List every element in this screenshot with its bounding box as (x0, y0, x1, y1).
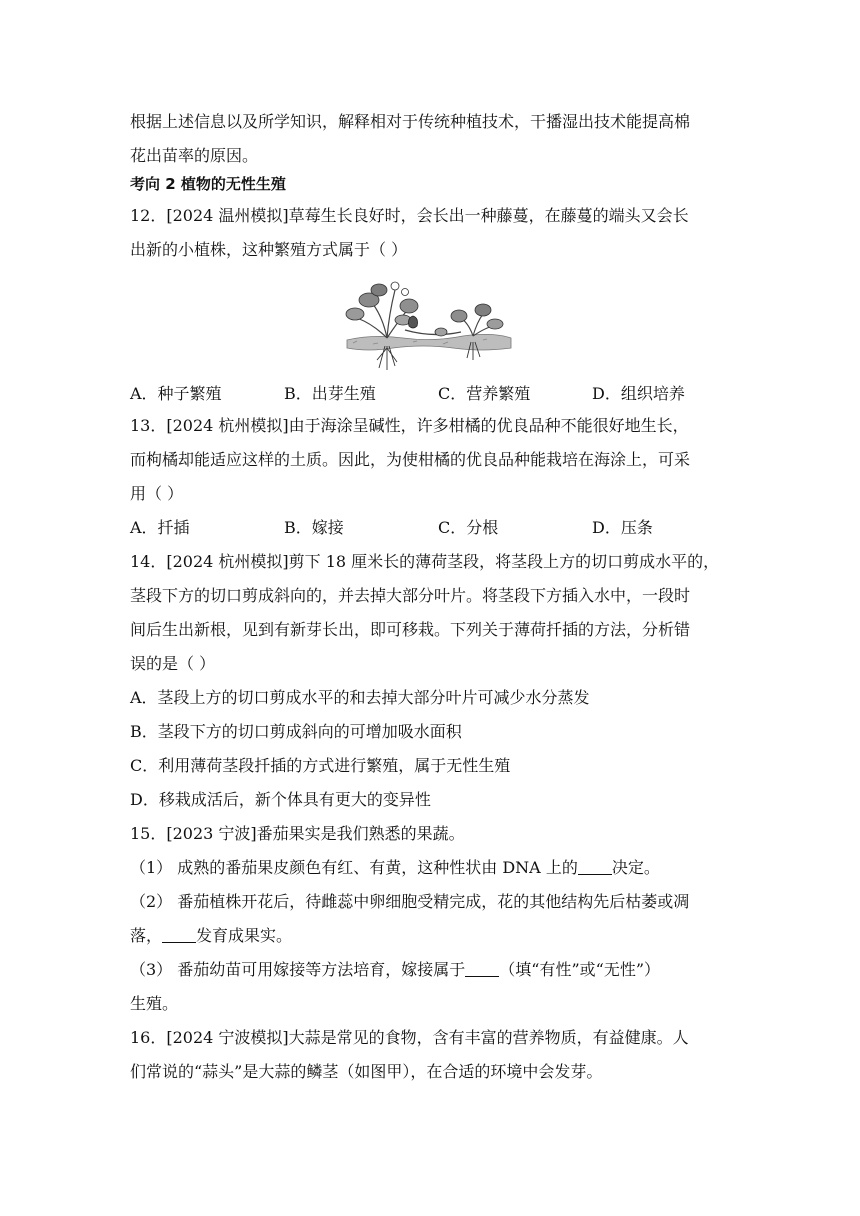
q15-part-3-line-2: 生殖。 (130, 994, 179, 1013)
q15-stem: 15．[2023 宁波]番茄果实是我们熟悉的果蔬。 (130, 824, 465, 843)
q14-option-a: A．茎段上方的切口剪成水平的和去掉大部分叶片可减少水分蒸发 (130, 688, 590, 707)
q14-stem-line-3: 间后生出新根，见到有新芽长出，即可移栽。下列关于薄荷扦插的方法，分析错 (130, 620, 691, 639)
q15-part-1 (130, 858, 660, 878)
q13-option-b: B．嫁接 (284, 518, 344, 537)
q12-option-d: D．组织培养 (592, 384, 685, 403)
q12-stem-line-1: 12．[2024 温州模拟]草莓生长良好时，会长出一种藤蔓，在藤蔓的端头又会长 (130, 206, 689, 225)
q12-option-a: A．种子繁殖 (130, 384, 222, 403)
q13-option-d: D．压条 (592, 518, 653, 537)
q14-stem-line-1: 14．[2024 杭州模拟]剪下 18 厘米长的薄荷茎段，将茎段上方的切口剪成水平的， (130, 552, 720, 571)
q16-stem-line-1: 16．[2024 宁波模拟]大蒜是常见的食物，含有丰富的营养物质，有益健康。人 (130, 1028, 689, 1047)
q15-part-2-tail: 发育成果实。 (196, 926, 293, 945)
q15-part-1-text: （1） 成熟的番茄果皮颜色有红、有黄，这种性状由 DNA 上的 (130, 858, 578, 877)
q14-option-b: B．茎段下方的切口剪成斜向的可增加吸水面积 (130, 722, 462, 741)
q14-option-d: D．移栽成活后，新个体具有更大的变异性 (130, 790, 431, 809)
q13-stem-line-1: 13．[2024 杭州模拟]由于海涂呈碱性，许多柑橘的优良品种不能很好地生长， (130, 416, 689, 435)
q15-part-3-text: （3） 番茄幼苗可用嫁接等方法培育，嫁接属于 (130, 960, 466, 979)
q12-option-b: B．出芽生殖 (284, 384, 376, 403)
q15-part-2-line-1: （2） 番茄植株开花后，待雌蕊中卵细胞受精完成，花的其他结构先后枯萎或凋 (130, 892, 690, 911)
strawberry-runner-illustration (343, 268, 515, 374)
q12-stem-line-2: 出新的小植株，这种繁殖方式属于（ ） (130, 240, 408, 259)
q13-option-a: A．扦插 (130, 518, 190, 537)
q13-stem-line-2: 而枸橘却能适应这样的土质。因此，为使柑橘的优良品种能栽培在海涂上，可采 (130, 450, 691, 469)
q15-part-3-line-1 (130, 960, 660, 980)
q15-part-1-tail: 决定。 (611, 858, 660, 877)
answer-blank[interactable] (465, 962, 499, 977)
q16-stem-line-2: 们常说的“蒜头”是大蒜的鳞茎（如图甲），在合适的环境中会发芽。 (130, 1062, 603, 1081)
q12-option-c: C．营养繁殖 (438, 384, 531, 403)
q13-stem-line-3: 用（ ） (130, 484, 184, 503)
answer-blank[interactable] (578, 860, 612, 875)
intro-text-line-2: 花出苗率的原因。 (130, 146, 259, 165)
section-heading: 考向 2 植物的无性生殖 (130, 175, 286, 193)
q15-part-2-line-2 (130, 926, 292, 946)
q13-option-c: C．分根 (438, 518, 499, 537)
q14-option-c: C．利用薄荷茎段扦插的方式进行繁殖，属于无性生殖 (130, 756, 511, 775)
intro-text-line-1: 根据上述信息以及所学知识，解释相对于传统种植技术，干播湿出技术能提高棉 (130, 112, 691, 131)
q15-part-2-head: 落， (130, 926, 163, 945)
q14-stem-line-2: 茎段下方的切口剪成斜向的，并去掉大部分叶片。将茎段下方插入水中，一段时 (130, 586, 691, 605)
q14-stem-line-4: 误的是（ ） (130, 654, 216, 673)
answer-blank[interactable] (162, 928, 196, 943)
q15-part-3-hint: （填“有性”或“无性”） (499, 960, 661, 979)
